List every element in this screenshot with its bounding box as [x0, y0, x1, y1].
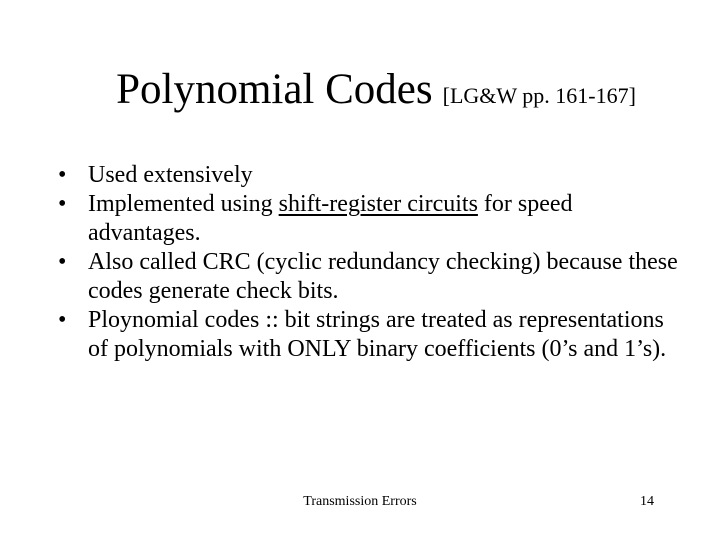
page-number: 14 — [640, 494, 654, 509]
bullet-list — [58, 161, 678, 364]
bullet-item — [58, 190, 678, 248]
bullet-text: Used extensively — [88, 162, 253, 188]
title-main: Polynomial Codes — [116, 66, 433, 113]
bullet-text-before: Implemented using — [88, 191, 279, 217]
bullet-text: Ploynomial codes :: bit strings are treated as representations of polynomials with ONLY binary coefficients (0’s and 1’s). — [88, 307, 667, 362]
bullet-item — [58, 248, 678, 306]
bullet-underlined-term: shift-register circuits — [278, 191, 478, 217]
bullet-icon: • — [58, 249, 67, 275]
bullet-item — [58, 306, 678, 364]
footer-label: Transmission Errors — [303, 494, 417, 509]
bullet-icon: • — [58, 307, 67, 333]
bullet-icon: • — [58, 162, 67, 188]
slide-title — [0, 68, 720, 111]
bullet-item — [58, 161, 678, 190]
bullet-text: Also called CRC (cyclic redundancy checking) because these codes generate check bits. — [88, 249, 678, 304]
title-reference: [LG&W pp. 161-167] — [442, 83, 636, 108]
bullet-icon: • — [58, 191, 67, 217]
bullet-text-after: for speed advantages. — [88, 191, 573, 246]
